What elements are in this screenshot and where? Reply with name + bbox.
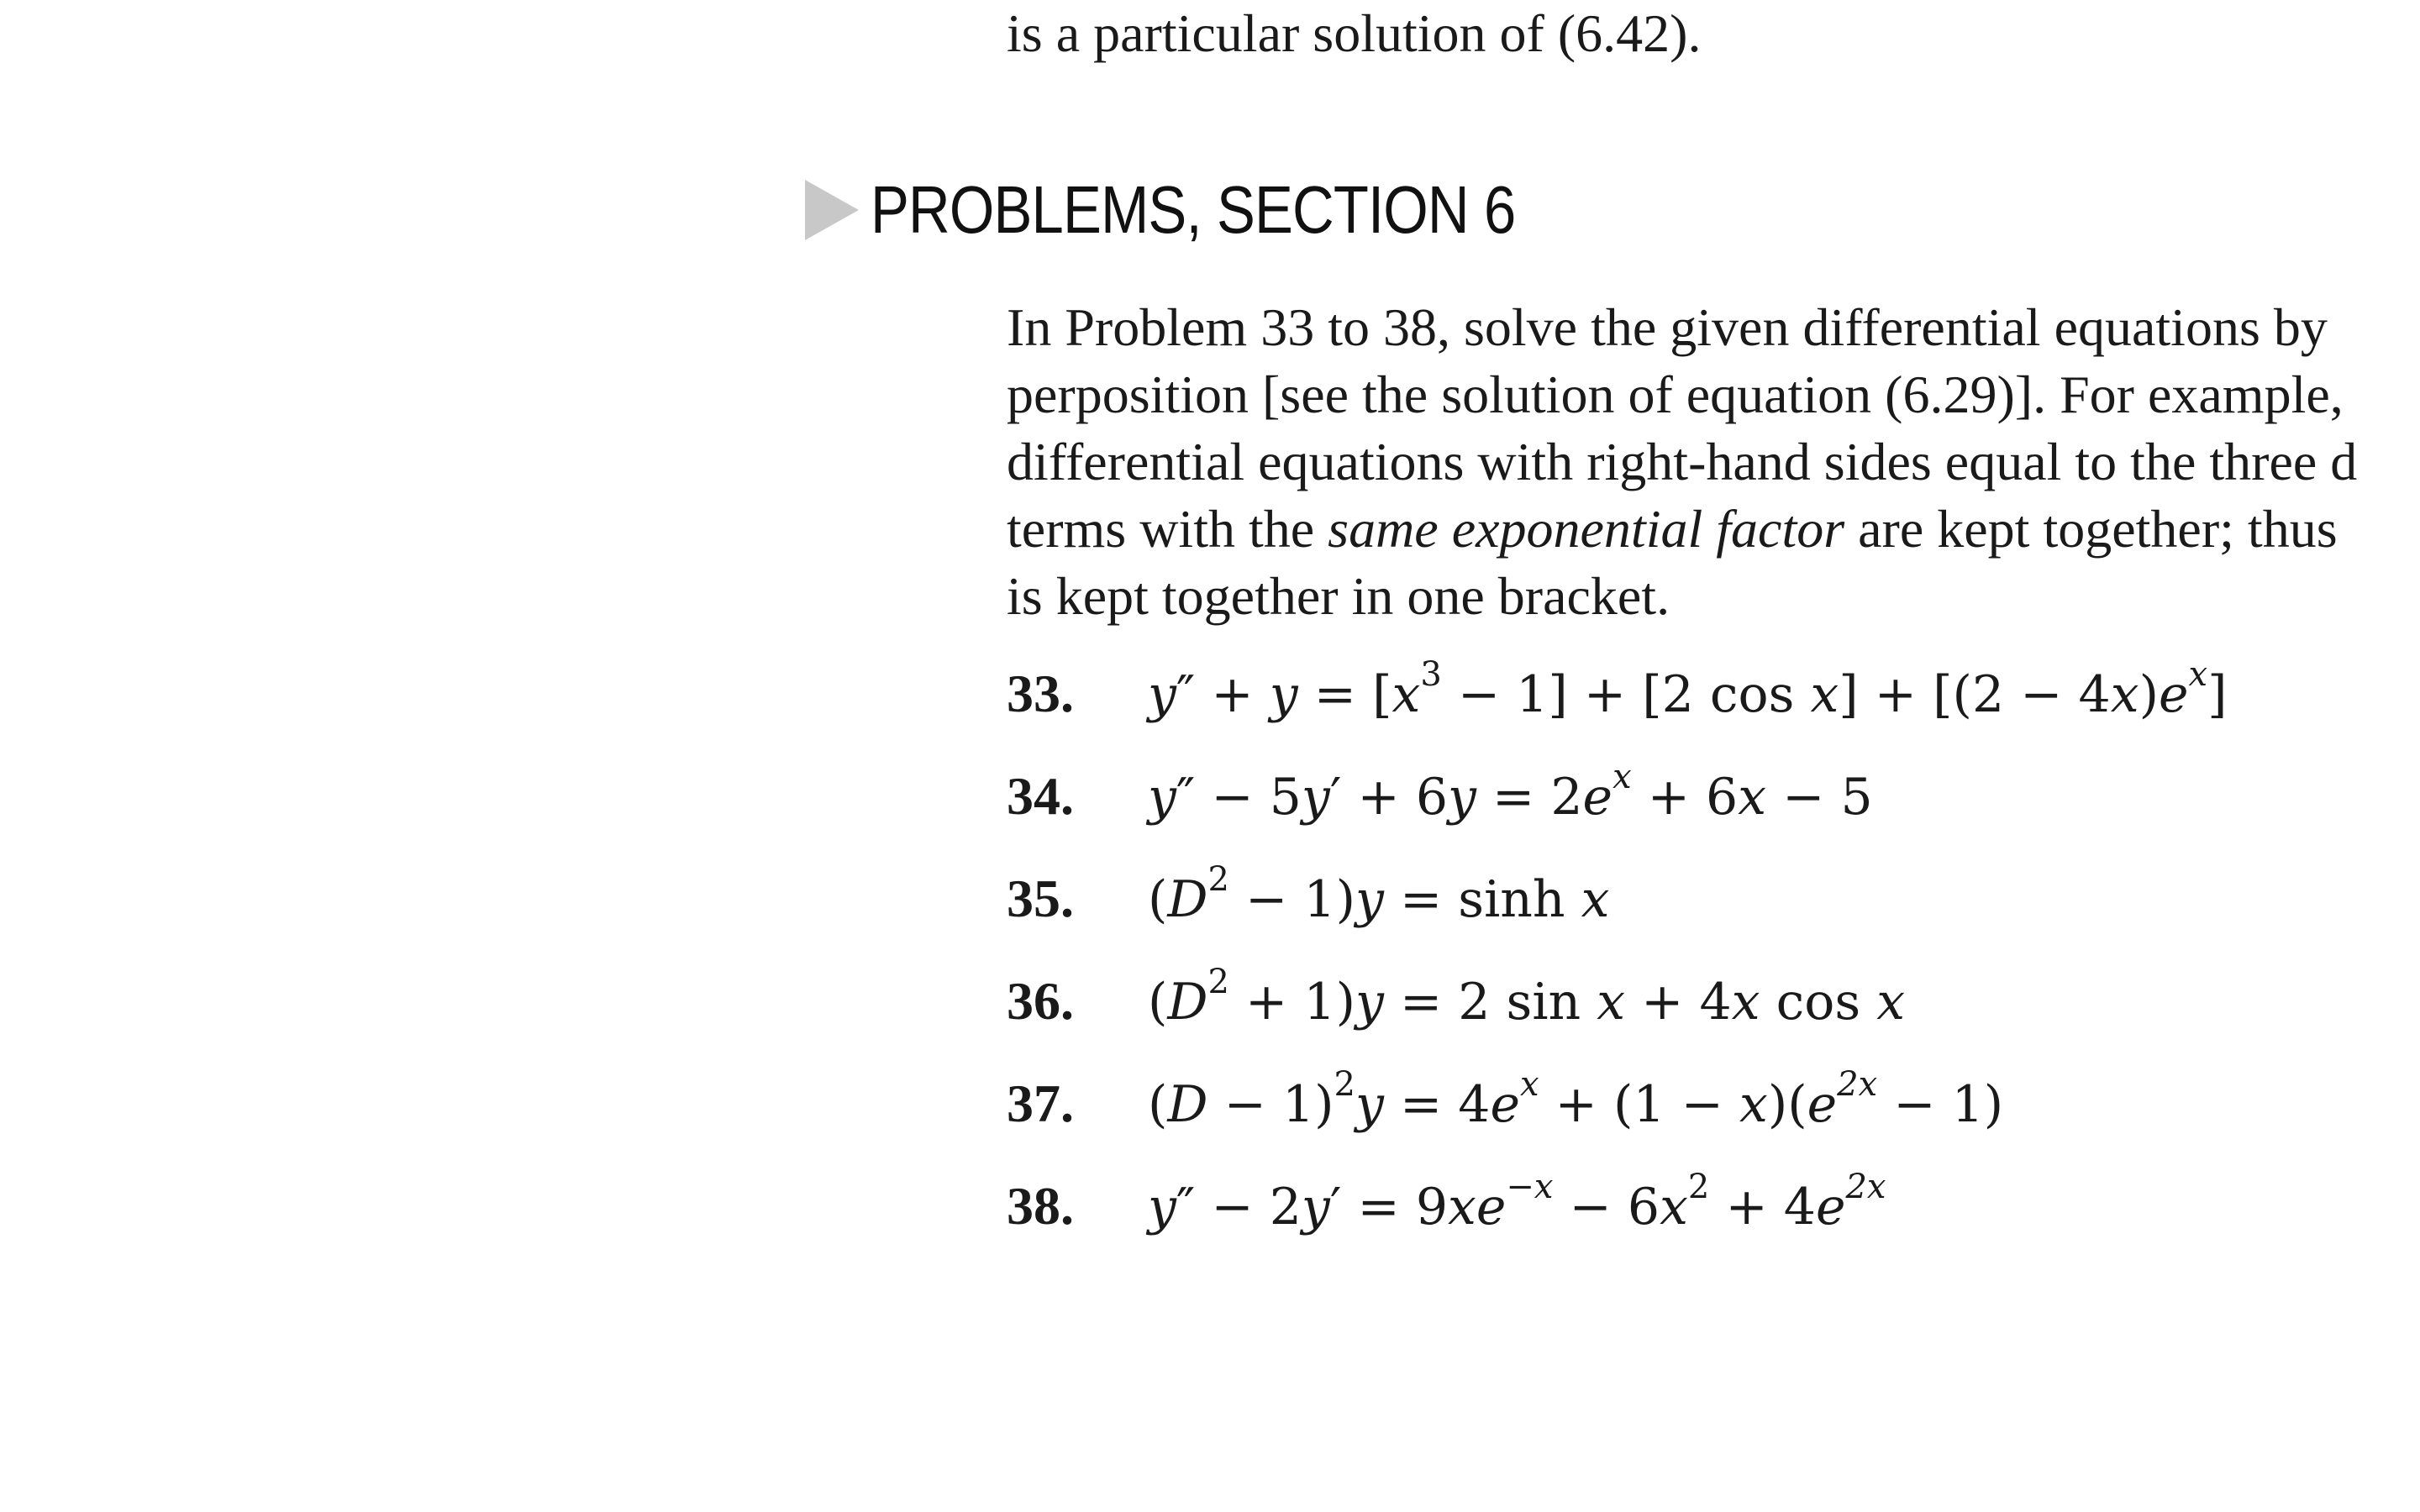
math-variable: x <box>1739 1075 1768 1134</box>
math-variable: y <box>1448 768 1476 827</box>
math-variable: x <box>1738 768 1767 827</box>
problem-item <box>1007 1064 2004 1137</box>
math-text: − 1) <box>1228 870 1355 929</box>
superscript: x <box>2188 654 2208 694</box>
math-text: ) <box>2139 665 2159 724</box>
equation <box>1148 859 1610 929</box>
equation <box>1148 654 2228 724</box>
math-text: )( <box>1767 1075 1807 1134</box>
intro-line: differential equations with right-hand sides equal to the three d <box>1007 432 2358 491</box>
intro-text: are kept together; thus <box>1844 499 2338 559</box>
math-variable: y <box>1301 1178 1330 1236</box>
math-text: + 6 <box>1631 768 1739 827</box>
math-text: ( <box>1148 973 1168 1032</box>
math-variable: e <box>1582 768 1613 827</box>
equation <box>1148 962 1906 1032</box>
triangle-arrow-icon <box>805 180 859 240</box>
math-variable: e <box>2158 665 2189 724</box>
superscript: 2x <box>1837 1064 1878 1104</box>
superscript: −x <box>1506 1167 1554 1206</box>
superscript: 3 <box>1420 654 1442 694</box>
math-text: + 4 <box>1625 973 1732 1032</box>
intro-line: In Problem 33 to 38, solve the given differential equations by <box>1007 297 2328 357</box>
math-variable: e <box>1490 1075 1520 1134</box>
math-text: = 4 <box>1383 1075 1491 1134</box>
math-variable: x <box>1597 973 1626 1032</box>
math-variable: y <box>1355 1075 1384 1134</box>
math-text: ] + [(2 − 4 <box>1839 665 2111 724</box>
problem-item <box>1007 962 1906 1035</box>
math-text: − 1) <box>1877 1075 2004 1134</box>
problem-number: 38. <box>1007 1176 1074 1236</box>
math-variable: x <box>1660 1178 1688 1236</box>
problem-number: 33. <box>1007 664 1074 723</box>
math-variable: e <box>1476 1178 1507 1236</box>
superscript: x <box>1520 1064 1539 1104</box>
intro-line: is kept together in one bracket. <box>1007 566 1670 626</box>
math-variable: x <box>1731 973 1760 1032</box>
math-variable: x <box>1392 665 1421 724</box>
superscript: 2 <box>1207 859 1229 899</box>
equation <box>1148 1167 1886 1236</box>
math-variable: D <box>1167 1075 1208 1134</box>
math-variable: e <box>1815 1178 1846 1236</box>
math-text: − 1] + [2 cos <box>1441 665 1811 724</box>
math-text: ″ − 5 <box>1176 768 1302 827</box>
superscript: 2 <box>1207 962 1229 1001</box>
math-variable: y <box>1148 768 1176 827</box>
problem-item <box>1007 859 1610 932</box>
problem-number: 37. <box>1007 1074 1074 1133</box>
math-text: ″ − 2 <box>1176 1178 1302 1236</box>
intro-text: terms with the <box>1007 499 1328 559</box>
math-text: = [ <box>1297 665 1392 724</box>
math-text: + (1 − <box>1539 1075 1739 1134</box>
intro-line <box>1007 496 2420 563</box>
math-variable: e <box>1807 1075 1838 1134</box>
math-text: ′ + 6 <box>1329 768 1449 827</box>
math-text: ( <box>1148 870 1168 929</box>
math-text: + 4 <box>1709 1178 1816 1236</box>
math-text: ( <box>1148 1075 1168 1134</box>
math-variable: x <box>1448 1178 1476 1236</box>
math-text: − 1) <box>1207 1075 1334 1134</box>
math-variable: x <box>2110 665 2139 724</box>
math-variable: y <box>1269 665 1298 724</box>
problem-number: 34. <box>1007 766 1074 826</box>
math-text: cos <box>1760 973 1877 1032</box>
math-variable: x <box>1876 973 1906 1032</box>
intro-line: perposition [see the solution of equation (6.29)]. For example, <box>1007 365 2344 424</box>
section-title: PROBLEMS, SECTION 6 <box>871 172 1516 247</box>
math-text: ″ + <box>1176 665 1270 724</box>
math-text: = 2 <box>1476 768 1583 827</box>
math-variable: y <box>1301 768 1330 827</box>
problem-item <box>1007 654 2228 727</box>
math-variable: x <box>1810 665 1839 724</box>
math-variable: D <box>1167 870 1208 929</box>
problem-number: 35. <box>1007 869 1074 928</box>
emphasis-text: same exponential factor <box>1328 499 1845 559</box>
math-text: ] <box>2207 665 2228 724</box>
problem-number: 36. <box>1007 971 1074 1031</box>
math-text: = 2 sin <box>1383 973 1597 1032</box>
math-variable: x <box>1581 870 1610 929</box>
continued-text: is a particular solution of (6.42). <box>1007 3 1702 63</box>
math-text: ′ = 9 <box>1329 1178 1449 1236</box>
problem-item <box>1007 1167 1886 1240</box>
math-variable: y <box>1355 870 1384 929</box>
equation <box>1148 757 1873 827</box>
superscript: 2x <box>1845 1167 1886 1206</box>
math-text: − 5 <box>1766 768 1873 827</box>
math-variable: y <box>1148 1178 1176 1236</box>
superscript: 2 <box>1687 1167 1710 1206</box>
section-heading <box>805 168 1620 252</box>
math-variable: y <box>1355 973 1384 1032</box>
math-text: + 1) <box>1228 973 1355 1032</box>
superscript: 2 <box>1334 1064 1355 1104</box>
intro-paragraph <box>1007 294 2420 630</box>
math-variable: y <box>1148 665 1176 724</box>
math-text: = sinh <box>1383 870 1581 929</box>
equation <box>1148 1064 2004 1134</box>
math-variable: D <box>1167 973 1208 1032</box>
math-text: − 6 <box>1553 1178 1660 1236</box>
superscript: x <box>1612 757 1632 796</box>
problem-item <box>1007 757 1873 830</box>
